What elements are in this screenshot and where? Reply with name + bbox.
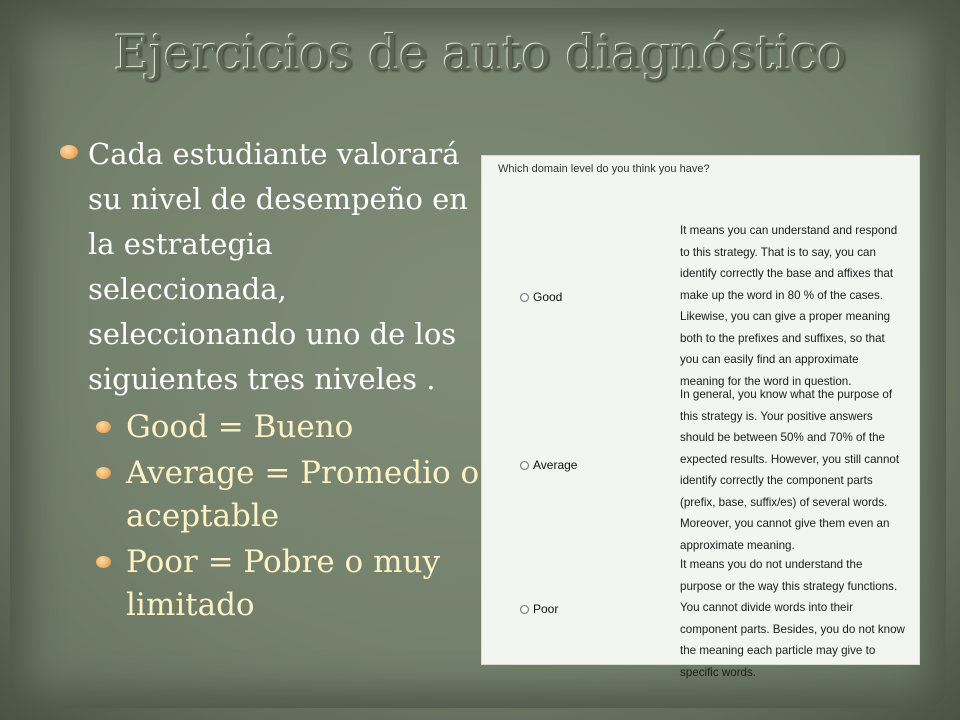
option-label: Poor	[533, 602, 559, 616]
bullet-dot-icon	[96, 421, 111, 433]
radio-button-icon[interactable]	[520, 605, 529, 614]
panel-question: Which domain level do you think you have?	[498, 163, 710, 175]
sub-bullet-text: Average = Promedio o aceptable	[126, 455, 480, 534]
option-label: Average	[533, 458, 578, 472]
bullet-list	[60, 132, 480, 630]
sub-bullet-text: Good = Bueno	[126, 409, 354, 445]
bullet-dot-icon	[60, 145, 78, 159]
radio-option-good[interactable]	[520, 290, 562, 304]
bullet-dot-icon	[96, 556, 111, 568]
sub-bullet-good	[96, 406, 480, 449]
sub-bullet-text: Poor = Pobre o muy limitado	[126, 544, 440, 623]
main-bullet	[60, 132, 480, 402]
bullet-dot-icon	[96, 467, 111, 479]
level-description: In general, you know what the purpose of this strategy is. Your positive answers should be between 50% and 70% of the expected results. However, you still cannot identify correctly the component parts (prefix, base, suffix/es) of several words. Moreover, you cannot give them even an approximate meaning.	[680, 388, 900, 552]
level-description: It means you can understand and respond to this strategy. That is to say, you can identify correctly the base and affixes that make up the word in 80 % of the cases. Likewise, you can give a proper meaning both to the prefixes and suffixes, so that you can easily find an approximate meaning for the word in question.	[680, 224, 898, 388]
slide-title: Ejercicios de auto diagnóstico	[113, 25, 847, 82]
radio-option-average[interactable]	[520, 458, 577, 472]
radio-button-icon[interactable]	[520, 293, 529, 302]
sub-bullet-poor	[96, 541, 480, 627]
sub-bullet-average	[96, 452, 480, 538]
radio-button-icon[interactable]	[520, 461, 529, 470]
main-bullet-text: Cada estudiante valorará su nivel de desempeño en la estrategia seleccionada, seleccionando uno de los siguientes tres niveles .	[88, 137, 468, 396]
self-assessment-panel	[481, 155, 920, 679]
level-description: It means you do not understand the purpose or the way this strategy functions. You cannot divide words into their component parts. Besides, you do not know the meaning each particle may give to specific words.	[680, 558, 905, 679]
radio-option-poor[interactable]	[520, 602, 558, 616]
option-label: Good	[533, 290, 563, 304]
